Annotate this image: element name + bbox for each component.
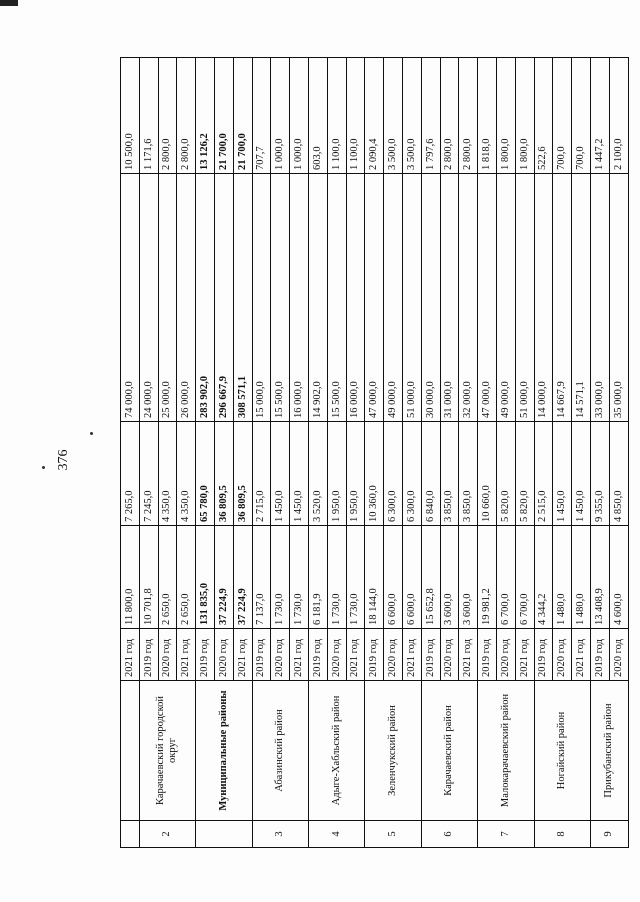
year-cell: 2021 год [233,629,252,681]
value-cell: 6 700,0 [515,526,534,629]
value-cell: 2 515,0 [534,422,553,526]
value-cell: 31 000,0 [440,174,459,422]
value-cell: 1 171,6 [139,58,158,174]
value-cell: 3 600,0 [459,526,478,629]
municipality-name-cell [121,681,140,821]
row-index-cell: 8 [534,821,590,848]
municipality-name-cell: Прикубанский район [590,681,628,821]
value-cell: 9 355,0 [590,422,609,526]
table-row [139,58,158,848]
municipality-name-cell: Карачаевский городской округ [139,681,195,821]
year-cell: 2020 год [440,629,459,681]
table-row [534,58,553,848]
table-container [120,58,624,848]
value-cell: 3 850,0 [440,422,459,526]
value-cell: 14 902,0 [308,174,327,422]
value-cell: 6 300,0 [384,422,403,526]
rotated-table-frame [120,58,624,848]
table-row [365,58,384,848]
value-cell: 49 000,0 [496,174,515,422]
value-cell: 1 480,0 [553,526,572,629]
value-cell: 37 224,9 [214,526,233,629]
year-cell: 2020 год [496,629,515,681]
value-cell: 2 650,0 [177,526,196,629]
scan-speck [42,466,45,469]
value-cell: 2 800,0 [459,58,478,174]
value-cell: 32 000,0 [459,174,478,422]
value-cell: 1 000,0 [290,58,309,174]
value-cell: 15 652,8 [421,526,440,629]
value-cell: 1 800,0 [496,58,515,174]
value-cell: 14 571,1 [572,174,591,422]
year-cell: 2020 год [214,629,233,681]
year-cell: 2020 год [271,629,290,681]
value-cell: 296 667,9 [214,174,233,422]
year-cell: 2021 год [290,629,309,681]
value-cell: 4 600,0 [609,526,628,629]
value-cell: 522,6 [534,58,553,174]
value-cell: 1 447,2 [590,58,609,174]
year-cell: 2019 год [139,629,158,681]
value-cell: 1 730,0 [346,526,365,629]
year-cell: 2021 год [459,629,478,681]
municipality-name-cell: Ногайский район [534,681,590,821]
row-index-cell: 7 [478,821,534,848]
value-cell: 6 700,0 [496,526,515,629]
value-cell: 18 144,0 [365,526,384,629]
value-cell: 65 780,0 [196,422,215,526]
value-cell: 74 000,0 [121,174,140,422]
value-cell: 4 344,2 [534,526,553,629]
table-row [121,58,140,848]
year-cell: 2020 год [158,629,177,681]
value-cell: 4 350,0 [177,422,196,526]
value-cell: 5 820,0 [515,422,534,526]
value-cell: 700,0 [572,58,591,174]
value-cell: 10 660,0 [478,422,497,526]
value-cell: 13 408,9 [590,526,609,629]
value-cell: 37 224,9 [233,526,252,629]
value-cell: 6 300,0 [402,422,421,526]
year-cell: 2021 год [346,629,365,681]
value-cell: 10 360,0 [365,422,384,526]
value-cell: 36 809,5 [233,422,252,526]
page-number: 376 [56,449,71,471]
value-cell: 1 450,0 [553,422,572,526]
value-cell: 1 450,0 [290,422,309,526]
value-cell: 1 950,0 [346,422,365,526]
municipality-name-cell: Малокарачаевский район [478,681,534,821]
value-cell: 1 100,0 [346,58,365,174]
year-cell: 2021 год [177,629,196,681]
value-cell: 13 126,2 [196,58,215,174]
value-cell: 21 700,0 [214,58,233,174]
row-index-cell: 2 [139,821,195,848]
value-cell: 49 000,0 [384,174,403,422]
value-cell: 15 500,0 [271,174,290,422]
year-cell: 2020 год [327,629,346,681]
value-cell: 14 667,9 [553,174,572,422]
year-cell: 2019 год [421,629,440,681]
value-cell: 51 000,0 [515,174,534,422]
value-cell: 6 600,0 [402,526,421,629]
year-cell: 2019 год [534,629,553,681]
value-cell: 11 800,0 [121,526,140,629]
value-cell: 1 950,0 [327,422,346,526]
municipality-name-cell: Адыге-Хабльский район [308,681,364,821]
year-cell: 2021 год [402,629,421,681]
value-cell: 19 981,2 [478,526,497,629]
value-cell: 283 902,0 [196,174,215,422]
year-cell: 2019 год [365,629,384,681]
value-cell: 15 000,0 [252,174,271,422]
value-cell: 6 600,0 [384,526,403,629]
row-index-cell: 3 [252,821,308,848]
value-cell: 308 571,1 [233,174,252,422]
municipality-name-cell: Зеленчукский район [365,681,421,821]
value-cell: 3 500,0 [384,58,403,174]
value-cell: 30 000,0 [421,174,440,422]
value-cell: 700,0 [553,58,572,174]
value-cell: 6 181,9 [308,526,327,629]
table-row [590,58,609,848]
value-cell: 1 450,0 [271,422,290,526]
value-cell: 16 000,0 [346,174,365,422]
year-cell: 2020 год [609,629,628,681]
row-index-cell: 5 [365,821,421,848]
value-cell: 1 818,0 [478,58,497,174]
value-cell: 6 840,0 [421,422,440,526]
municipality-name-cell: Карачаевский район [421,681,477,821]
year-cell: 2021 год [121,629,140,681]
value-cell: 51 000,0 [402,174,421,422]
value-cell: 33 000,0 [590,174,609,422]
value-cell: 2 715,0 [252,422,271,526]
value-cell: 16 000,0 [290,174,309,422]
value-cell: 3 600,0 [440,526,459,629]
year-cell: 2019 год [478,629,497,681]
row-index-cell [196,821,252,848]
year-cell: 2019 год [590,629,609,681]
row-index-cell [121,821,140,848]
value-cell: 2 650,0 [158,526,177,629]
table-row [196,58,215,848]
value-cell: 4 350,0 [158,422,177,526]
value-cell: 47 000,0 [478,174,497,422]
value-cell: 2 800,0 [177,58,196,174]
year-cell: 2020 год [553,629,572,681]
year-cell: 2019 год [252,629,271,681]
value-cell: 1 730,0 [327,526,346,629]
value-cell: 2 100,0 [609,58,628,174]
value-cell: 3 500,0 [402,58,421,174]
value-cell: 7 245,0 [139,422,158,526]
table-row [308,58,327,848]
value-cell: 36 809,5 [214,422,233,526]
year-cell: 2021 год [515,629,534,681]
row-index-cell: 9 [590,821,628,848]
year-cell: 2019 год [196,629,215,681]
table-row [252,58,271,848]
scan-speck [90,432,93,435]
value-cell: 5 820,0 [496,422,515,526]
value-cell: 7 265,0 [121,422,140,526]
value-cell: 15 500,0 [327,174,346,422]
value-cell: 2 090,4 [365,58,384,174]
year-cell: 2020 год [384,629,403,681]
value-cell: 47 000,0 [365,174,384,422]
budget-table [120,57,629,848]
value-cell: 21 700,0 [233,58,252,174]
value-cell: 1 800,0 [515,58,534,174]
value-cell: 1 450,0 [572,422,591,526]
year-cell: 2019 год [308,629,327,681]
municipality-name-cell: Муниципальные районы [196,681,252,821]
value-cell: 14 000,0 [534,174,553,422]
year-cell: 2021 год [572,629,591,681]
value-cell: 4 850,0 [609,422,628,526]
value-cell: 1 730,0 [290,526,309,629]
table-body [121,58,629,848]
value-cell: 1 797,6 [421,58,440,174]
value-cell: 24 000,0 [139,174,158,422]
table-row [421,58,440,848]
value-cell: 3 520,0 [308,422,327,526]
value-cell: 1 480,0 [572,526,591,629]
scan-edge-mark [0,0,18,6]
value-cell: 7 137,0 [252,526,271,629]
value-cell: 603,0 [308,58,327,174]
row-index-cell: 4 [308,821,364,848]
value-cell: 35 000,0 [609,174,628,422]
value-cell: 26 000,0 [177,174,196,422]
value-cell: 1 100,0 [327,58,346,174]
value-cell: 10 500,0 [121,58,140,174]
row-index-cell: 6 [421,821,477,848]
value-cell: 25 000,0 [158,174,177,422]
value-cell: 2 800,0 [440,58,459,174]
value-cell: 1 000,0 [271,58,290,174]
table-row [478,58,497,848]
value-cell: 131 835,0 [196,526,215,629]
value-cell: 707,7 [252,58,271,174]
municipality-name-cell: Абазинский район [252,681,308,821]
value-cell: 1 730,0 [271,526,290,629]
value-cell: 2 800,0 [158,58,177,174]
value-cell: 3 850,0 [459,422,478,526]
value-cell: 10 701,8 [139,526,158,629]
